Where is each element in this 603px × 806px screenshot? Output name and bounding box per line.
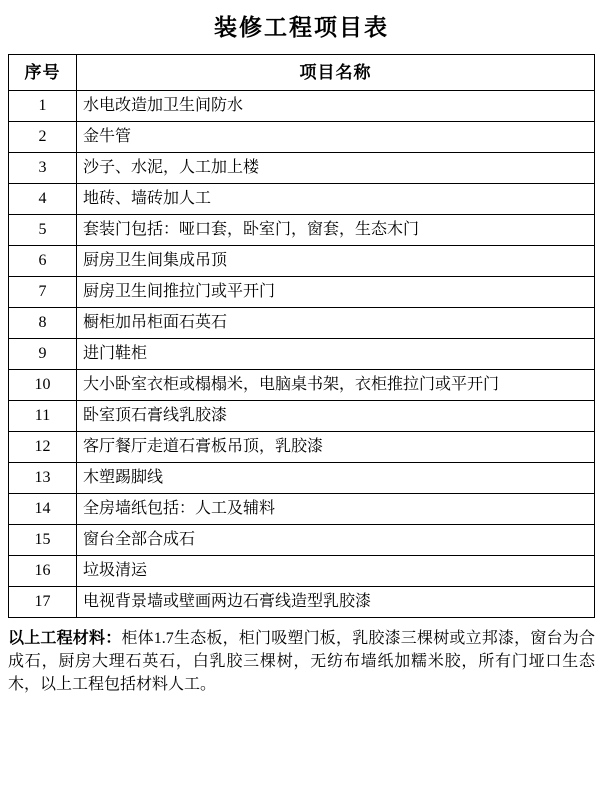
table-row xyxy=(9,586,595,617)
cell-name: 进门鞋柜 xyxy=(77,338,595,369)
cell-name: 窗台全部合成石 xyxy=(77,524,595,555)
table-row xyxy=(9,121,595,152)
cell-name: 木塑踢脚线 xyxy=(77,462,595,493)
cell-name: 垃圾清运 xyxy=(77,555,595,586)
materials-note-text: 柜体1.7生态板，柜门吸塑门板，乳胶漆三棵树或立邦漆，窗台为合成石，厨房大理石英石，白乳胶三棵树，无纺布墙纸加糯米胶，所有门垭口生态木，以上工程包括材料人工。 xyxy=(8,629,595,694)
table-row xyxy=(9,307,595,338)
cell-name: 卧室顶石膏线乳胶漆 xyxy=(77,400,595,431)
project-items-table xyxy=(8,54,595,618)
table-row xyxy=(9,338,595,369)
cell-name: 全房墙纸包括：人工及辅料 xyxy=(77,493,595,524)
cell-no: 7 xyxy=(9,276,77,307)
cell-no: 16 xyxy=(9,555,77,586)
cell-name: 地砖、墙砖加人工 xyxy=(77,183,595,214)
column-header-name: 项目名称 xyxy=(77,54,595,90)
cell-no: 15 xyxy=(9,524,77,555)
cell-no: 2 xyxy=(9,121,77,152)
cell-name: 厨房卫生间推拉门或平开门 xyxy=(77,276,595,307)
cell-name: 电视背景墙或壁画两边石膏线造型乳胶漆 xyxy=(77,586,595,617)
table-header-row xyxy=(9,54,595,90)
cell-name: 客厅餐厅走道石膏板吊顶，乳胶漆 xyxy=(77,431,595,462)
table-row xyxy=(9,276,595,307)
cell-no: 8 xyxy=(9,307,77,338)
cell-no: 6 xyxy=(9,245,77,276)
materials-note xyxy=(8,627,595,697)
table-row xyxy=(9,90,595,121)
table-row xyxy=(9,400,595,431)
table-row xyxy=(9,555,595,586)
cell-name: 沙子、水泥，人工加上楼 xyxy=(77,152,595,183)
cell-no: 11 xyxy=(9,400,77,431)
cell-no: 13 xyxy=(9,462,77,493)
cell-no: 14 xyxy=(9,493,77,524)
cell-name: 厨房卫生间集成吊顶 xyxy=(77,245,595,276)
table-row xyxy=(9,183,595,214)
cell-no: 10 xyxy=(9,369,77,400)
cell-name: 水电改造加卫生间防水 xyxy=(77,90,595,121)
cell-no: 17 xyxy=(9,586,77,617)
cell-name: 橱柜加吊柜面石英石 xyxy=(77,307,595,338)
materials-note-lead: 以上工程材料： xyxy=(8,629,122,647)
cell-name: 金牛管 xyxy=(77,121,595,152)
cell-no: 9 xyxy=(9,338,77,369)
table-row xyxy=(9,462,595,493)
page-title: 装修工程项目表 xyxy=(214,15,389,40)
cell-no: 1 xyxy=(9,90,77,121)
table-row xyxy=(9,369,595,400)
table-row xyxy=(9,152,595,183)
table-row xyxy=(9,524,595,555)
cell-name: 大小卧室衣柜或榻榻米，电脑桌书架，衣柜推拉门或平开门 xyxy=(77,369,595,400)
table-row xyxy=(9,214,595,245)
cell-no: 4 xyxy=(9,183,77,214)
cell-no: 12 xyxy=(9,431,77,462)
table-row xyxy=(9,431,595,462)
table-row xyxy=(9,493,595,524)
table-row xyxy=(9,245,595,276)
cell-name: 套装门包括：哑口套，卧室门，窗套，生态木门 xyxy=(77,214,595,245)
cell-no: 3 xyxy=(9,152,77,183)
cell-no: 5 xyxy=(9,214,77,245)
column-header-no: 序号 xyxy=(9,54,77,90)
